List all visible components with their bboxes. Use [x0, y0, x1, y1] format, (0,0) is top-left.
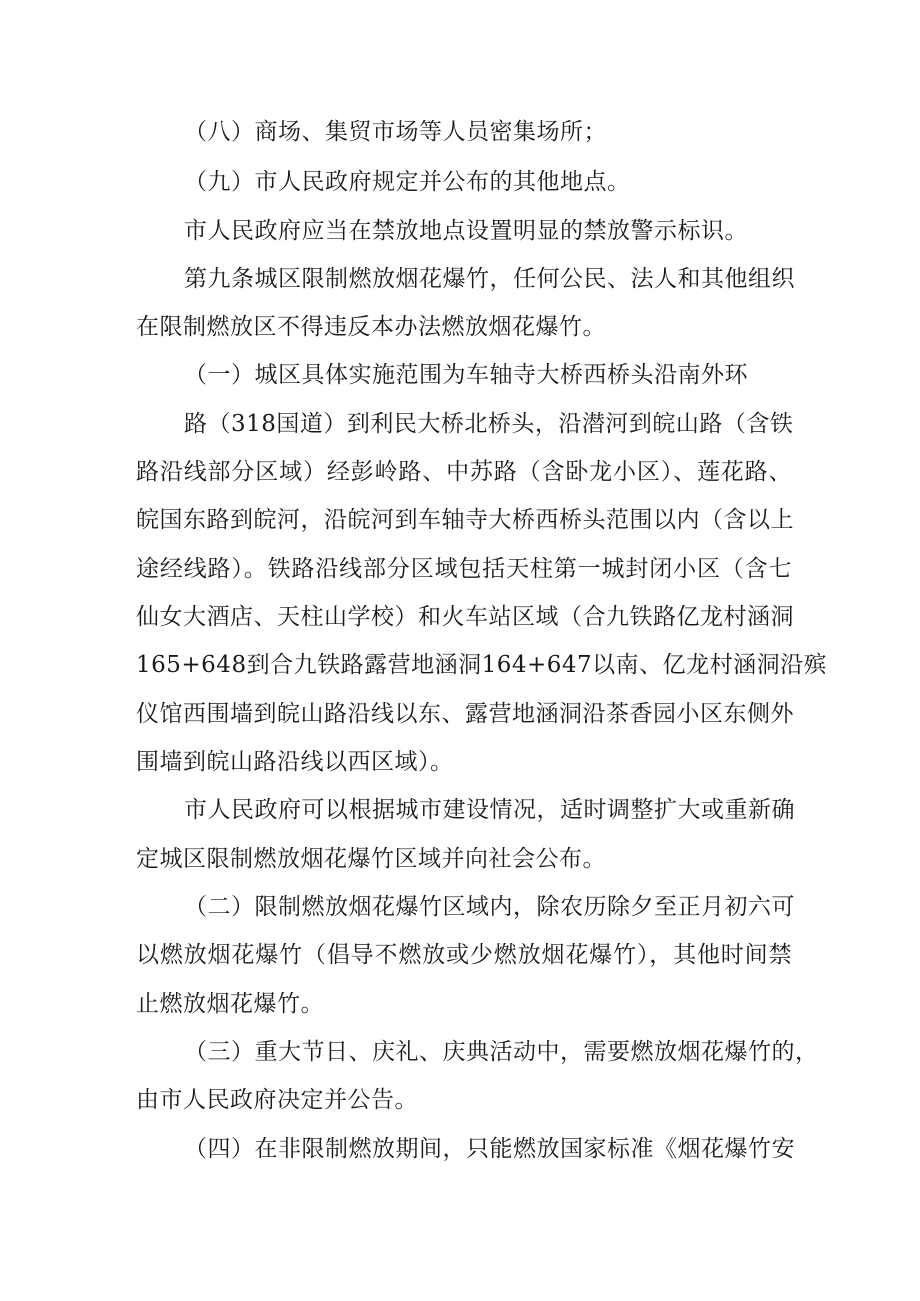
text-line: 仪馆西围墙到皖山路沿线以东、露营地涵洞沿茶香园小区东侧外: [136, 701, 794, 727]
text-line: 市人民政府可以根据城市建设情况，适时调整扩大或重新确: [184, 797, 795, 823]
text-line: 仙女大酒店、天柱山学校）和火车站区域（合九铁路亿龙村涵洞: [136, 604, 794, 630]
text-line: 以燃放烟花爆竹（倡导不燃放或少燃放烟花爆竹），其他时间禁: [136, 942, 792, 968]
text-line: 皖国东路到皖河，沿皖河到车轴寺大桥西桥头范围以内（含以上: [136, 507, 794, 533]
text-line: 在限制燃放区不得违反本办法燃放烟花爆竹。: [136, 314, 606, 340]
text-line: 路（318国道）到利民大桥北桥头，沿潜河到皖山路（含铁: [184, 411, 794, 437]
text-line: 止燃放烟花爆竹。: [136, 991, 324, 1017]
text-line: 途经线路）。铁路沿线部分区域包括天柱第一城封闭小区（含七: [136, 556, 792, 582]
text-line: 由市人民政府决定并公告。: [136, 1087, 418, 1113]
text-line: （八）商场、集贸市场等人员密集场所；: [184, 119, 607, 145]
text-line: 路沿线部分区域）经彭岭路、中苏路（含卧龙小区）、莲花路、: [136, 459, 792, 485]
text-line: （二）限制燃放烟花爆竹区域内，除农历除夕至正月初六可: [184, 894, 795, 920]
text-line: （三）重大节日、庆礼、庆典活动中，需要燃放烟花爆竹的，: [184, 1039, 819, 1065]
text-line: （四）在非限制燃放期间，只能燃放国家标准《烟花爆竹安: [184, 1136, 795, 1162]
text-line: 围墙到皖山路沿线以西区域）。: [136, 749, 454, 775]
text-line: 165+648到合九铁路露营地涵洞164+647以南、亿龙村涵洞沿殡: [136, 652, 828, 678]
text-line: 第九条城区限制燃放烟花爆竹，任何公民、法人和其他组织: [184, 266, 795, 292]
text-line: （一）城区具体实施范围为车轴寺大桥西桥头沿南外环: [184, 362, 748, 388]
text-line: （九）市人民政府规定并公布的其他地点。: [184, 169, 631, 195]
text-line: 定城区限制燃放烟花爆竹区域并向社会公布。: [136, 846, 606, 872]
text-line: 市人民政府应当在禁放地点设置明显的禁放警示标识。: [184, 218, 748, 244]
